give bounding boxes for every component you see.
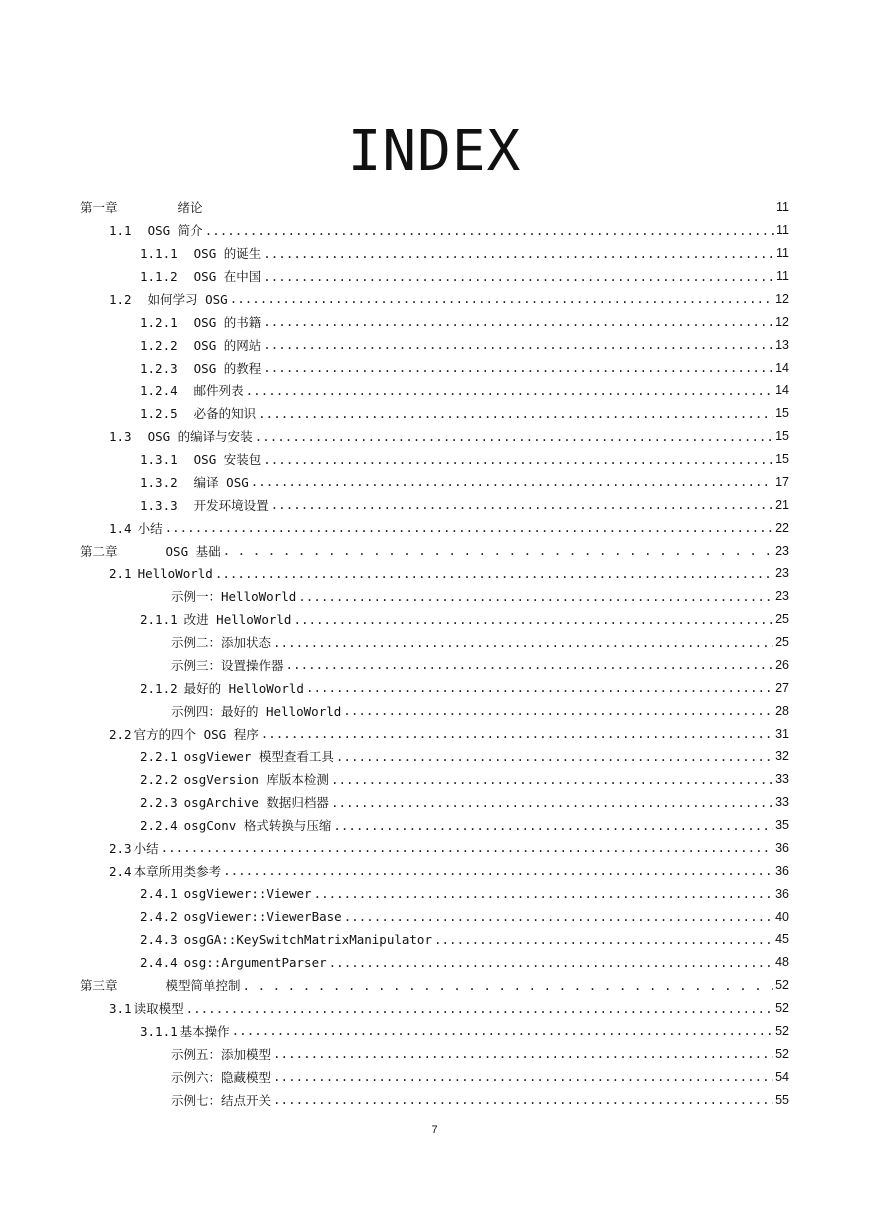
- toc-leader-dots: [165, 520, 774, 535]
- toc-leader-dots: [329, 955, 773, 970]
- toc-entry-label: OSG 安装包: [193, 452, 262, 468]
- toc-entry-label: 编译 OSG: [193, 474, 249, 490]
- toc-entry-label: 最好的 HelloWorld: [183, 680, 304, 696]
- toc-entry-label: 示例一：HelloWorld: [171, 589, 297, 605]
- toc-entry-page: 25: [775, 635, 789, 650]
- toc-leader-dots: [306, 680, 773, 695]
- toc-entry-page: 14: [775, 360, 789, 375]
- toc-entry-label: 开发环境设置: [193, 497, 269, 513]
- toc-entry[interactable]: [80, 379, 789, 402]
- toc-entry-page: 11: [776, 223, 789, 238]
- toc-entry-number: 2.1.1: [140, 612, 178, 628]
- toc-entry-title: [140, 886, 312, 901]
- toc-entry-title: [109, 862, 221, 880]
- toc-entry-page: 15: [775, 406, 789, 421]
- toc-leader-dots: [246, 383, 773, 398]
- toc-entry-number: 1.3.3: [140, 497, 178, 513]
- toc-entry[interactable]: [80, 791, 789, 814]
- toc-entry-label: osgVersion 库版本检测: [183, 772, 329, 788]
- toc-entry-page: 11: [776, 200, 789, 215]
- toc-leader-dots: [223, 543, 773, 558]
- toc-entry-number: 1.2.1: [140, 314, 178, 330]
- toc-entry-page: 36: [775, 863, 789, 878]
- toc-leader-dots: [186, 1001, 774, 1016]
- table-of-contents: [80, 196, 789, 1111]
- toc-entry-number: 第三章: [80, 978, 118, 994]
- toc-entry-title: [140, 1022, 230, 1040]
- toc-entry-title: [140, 770, 329, 788]
- toc-entry-label: osgGA::KeySwitchMatrixManipulator: [183, 931, 432, 947]
- toc-leader-dots: [273, 635, 773, 650]
- toc-entry[interactable]: [80, 585, 789, 608]
- toc-entry[interactable]: [80, 768, 789, 791]
- toc-entry-label: HelloWorld: [137, 565, 213, 581]
- toc-entry-label: OSG 简介: [147, 223, 203, 239]
- toc-entry-page: 52: [775, 978, 789, 993]
- toc-entry-label: 绪论: [177, 200, 203, 216]
- toc-entry-page: 23: [775, 543, 789, 558]
- toc-entry-title: [109, 725, 259, 743]
- toc-entry-number: 1.4: [109, 520, 132, 536]
- toc-entry-label: 小结: [133, 840, 159, 856]
- toc-entry-page: 11: [776, 246, 789, 261]
- toc-entry[interactable]: [80, 265, 789, 288]
- toc-leader-dots: [273, 1046, 773, 1061]
- toc-entry-label: 小结: [137, 520, 163, 536]
- toc-leader-dots: [331, 772, 773, 787]
- toc-entry-label: 读取模型: [133, 1001, 184, 1017]
- toc-entry[interactable]: [80, 539, 789, 562]
- toc-leader-dots: [273, 1092, 773, 1107]
- toc-entry[interactable]: [80, 1020, 789, 1043]
- toc-entry-number: 2.2: [109, 726, 132, 742]
- toc-entry-page: 45: [775, 932, 789, 947]
- toc-entry-title: [140, 610, 291, 628]
- toc-entry-number: 2.4.1: [140, 886, 178, 902]
- toc-entry[interactable]: [80, 699, 789, 722]
- toc-entry[interactable]: [80, 356, 789, 379]
- toc-entry-number: 第二章: [80, 543, 118, 559]
- toc-entry-page: 15: [775, 452, 789, 467]
- toc-entry[interactable]: [80, 631, 789, 654]
- toc-entry-label: OSG 在中国: [193, 269, 262, 285]
- toc-entry-page: 15: [775, 429, 789, 444]
- toc-leader-dots: [258, 406, 773, 421]
- toc-entry-title: [80, 976, 241, 994]
- toc-entry-title: [140, 679, 304, 697]
- toc-entry-page: 31: [775, 726, 789, 741]
- toc-entry-title: [140, 955, 327, 970]
- toc-entry[interactable]: [80, 997, 789, 1020]
- toc-entry-title: [140, 359, 261, 377]
- toc-entry-label: 官方的四个 OSG 程序: [133, 726, 259, 742]
- toc-entry[interactable]: [80, 905, 789, 928]
- toc-entry-number: 2.4.2: [140, 909, 178, 925]
- toc-entry-label: 必备的知识: [193, 406, 257, 422]
- toc-entry[interactable]: [80, 951, 789, 974]
- toc-entry-title: [140, 336, 261, 354]
- toc-entry-label: 示例三：设置操作器: [171, 657, 284, 673]
- toc-entry-label: 基本操作: [179, 1023, 230, 1039]
- toc-entry-page: 33: [775, 772, 789, 787]
- toc-entry-title: [109, 221, 203, 239]
- index-title: INDEX: [347, 119, 522, 184]
- toc-entry-number: 1.1.2: [140, 269, 178, 285]
- toc-entry-page: 55: [775, 1092, 789, 1107]
- toc-entry-page: 23: [775, 589, 789, 604]
- toc-entry-title: [171, 587, 296, 605]
- toc-leader-dots: [251, 474, 773, 489]
- toc-entry[interactable]: [80, 562, 789, 585]
- toc-entry-label: osg::ArgumentParser: [183, 954, 327, 970]
- toc-entry-number: 2.4.3: [140, 931, 178, 947]
- toc-entry-page: 11: [776, 269, 789, 284]
- toc-entry-page: 52: [775, 1046, 789, 1061]
- toc-entry[interactable]: [80, 676, 789, 699]
- toc-entry-number: 2.2.2: [140, 772, 178, 788]
- toc-entry-label: 示例七：结点开关: [171, 1092, 272, 1108]
- toc-entry-label: 示例四：最好的 HelloWorld: [171, 703, 342, 719]
- toc-leader-dots: [161, 840, 774, 855]
- toc-entry-label: osgArchive 数据归档器: [183, 795, 329, 811]
- toc-entry[interactable]: [80, 310, 789, 333]
- toc-entry-number: 2.1: [109, 565, 132, 581]
- toc-entry-title: [140, 267, 261, 285]
- toc-entry-label: 示例二：添加状态: [171, 635, 272, 651]
- toc-leader-dots: [263, 360, 773, 375]
- toc-entry-number: 1.3: [109, 429, 132, 445]
- page-number: 7: [431, 1124, 438, 1136]
- toc-entry-page: 21: [775, 497, 789, 512]
- toc-entry-title: [140, 404, 256, 422]
- toc-leader-dots: [263, 452, 773, 467]
- toc-leader-dots: [215, 566, 773, 581]
- toc-entry-page: 14: [775, 383, 789, 398]
- toc-leader-dots: [298, 589, 773, 604]
- toc-entry[interactable]: [80, 745, 789, 768]
- toc-entry[interactable]: [80, 288, 789, 311]
- toc-leader-dots: [263, 314, 773, 329]
- toc-entry-label: 示例六：隐藏模型: [171, 1069, 272, 1085]
- toc-leader-dots: [223, 863, 773, 878]
- toc-entry[interactable]: [80, 837, 789, 860]
- toc-entry[interactable]: [80, 196, 789, 219]
- toc-entry-label: OSG 的书籍: [193, 314, 262, 330]
- toc-entry-number: 1.1.1: [140, 246, 178, 262]
- toc-entry-title: [140, 473, 249, 491]
- toc-entry-page: 27: [775, 680, 789, 695]
- toc-entry-page: 52: [775, 1001, 789, 1016]
- toc-entry-title: [171, 656, 284, 674]
- toc-entry-title: [171, 702, 341, 720]
- toc-entry-number: 1.2.5: [140, 406, 178, 422]
- toc-entry-title: [171, 1091, 271, 1109]
- toc-entry-title: [140, 793, 329, 811]
- toc-leader-dots: [344, 909, 773, 924]
- toc-entry[interactable]: [80, 219, 789, 242]
- toc-leader-dots: [271, 497, 773, 512]
- toc-entry-page: 26: [775, 657, 789, 672]
- toc-entry-page: 40: [775, 909, 789, 924]
- toc-entry[interactable]: [80, 928, 789, 951]
- toc-entry-title: [109, 427, 253, 445]
- toc-entry-number: 1.2: [109, 291, 132, 307]
- toc-entry-number: 1.1: [109, 223, 132, 239]
- toc-entry-title: [80, 542, 221, 560]
- toc-entry-number: 2.2.4: [140, 818, 178, 834]
- toc-entry-page: 36: [775, 886, 789, 901]
- toc-leader-dots: [343, 703, 773, 718]
- toc-entry-label: OSG 的教程: [193, 360, 262, 376]
- toc-entry-title: [140, 932, 432, 947]
- toc-entry-number: 1.2.4: [140, 383, 178, 399]
- toc-entry-label: osgViewer 模型查看工具: [183, 749, 334, 765]
- toc-entry[interactable]: [80, 722, 789, 745]
- toc-entry-title: [140, 909, 342, 924]
- toc-entry-page: 22: [775, 520, 789, 535]
- toc-entry-page: 17: [775, 474, 789, 489]
- toc-entry-title: [109, 839, 159, 857]
- toc-entry[interactable]: [80, 882, 789, 905]
- toc-leader-dots: [333, 818, 773, 833]
- toc-entry-title: [109, 999, 184, 1017]
- toc-entry[interactable]: [80, 333, 789, 356]
- toc-entry-label: OSG 基础: [165, 543, 221, 559]
- toc-entry-label: 改进 HelloWorld: [183, 612, 292, 628]
- toc-entry[interactable]: [80, 654, 789, 677]
- toc-entry-title: [140, 381, 244, 399]
- toc-entry-label: OSG 的诞生: [193, 246, 262, 262]
- toc-entry-label: osgConv 格式转换与压缩: [183, 818, 332, 834]
- toc-entry-label: 邮件列表: [193, 383, 244, 399]
- toc-entry[interactable]: [80, 242, 789, 265]
- toc-leader-dots: [261, 726, 773, 741]
- toc-entry-title: [171, 633, 271, 651]
- toc-entry-page: 52: [775, 1023, 789, 1038]
- toc-entry[interactable]: [80, 608, 789, 631]
- toc-entry-label: osgViewer::ViewerBase: [183, 909, 342, 925]
- toc-entry-label: 本章所用类参考: [133, 863, 222, 879]
- toc-entry-page: 33: [775, 795, 789, 810]
- toc-entry-page: 25: [775, 612, 789, 627]
- toc-entry[interactable]: [80, 493, 789, 516]
- toc-leader-dots: [243, 978, 774, 993]
- toc-entry-number: 1.2.3: [140, 360, 178, 376]
- toc-entry[interactable]: [80, 402, 789, 425]
- toc-entry-number: 2.1.2: [140, 680, 178, 696]
- toc-entry[interactable]: [80, 448, 789, 471]
- toc-entry-number: 1.3.1: [140, 452, 178, 468]
- toc-entry[interactable]: [80, 1042, 789, 1065]
- toc-entry[interactable]: [80, 471, 789, 494]
- toc-entry-label: osgViewer::Viewer: [183, 886, 312, 902]
- toc-leader-dots: [331, 795, 773, 810]
- toc-leader-dots: [232, 1023, 773, 1038]
- toc-entry-page: 12: [775, 291, 789, 306]
- toc-entry-title: [171, 1068, 271, 1086]
- toc-entry[interactable]: [80, 859, 789, 882]
- toc-entry[interactable]: [80, 425, 789, 448]
- toc-entry-title: [80, 198, 203, 216]
- toc-entry-label: 示例五：添加模型: [171, 1046, 272, 1062]
- toc-leader-dots: [263, 337, 773, 352]
- toc-entry[interactable]: [80, 974, 789, 997]
- toc-entry[interactable]: [80, 516, 789, 539]
- toc-entry-number: 3.1: [109, 1001, 132, 1017]
- toc-leader-dots: [434, 932, 773, 947]
- toc-entry-number: 2.4: [109, 863, 132, 879]
- toc-leader-dots: [273, 1069, 773, 1084]
- toc-entry-page: 48: [775, 955, 789, 970]
- toc-leader-dots: [286, 657, 774, 672]
- toc-entry-title: [109, 566, 213, 581]
- toc-entry-number: 3.1.1: [140, 1023, 178, 1039]
- toc-entry[interactable]: [80, 814, 789, 837]
- toc-leader-dots: [263, 246, 774, 261]
- toc-entry-number: 2.4.4: [140, 954, 178, 970]
- toc-entry-number: 2.2.1: [140, 749, 178, 765]
- toc-entry-page: 13: [775, 337, 789, 352]
- toc-entry-title: [140, 747, 334, 765]
- toc-entry-page: 35: [775, 818, 789, 833]
- toc-entry[interactable]: [80, 1065, 789, 1088]
- toc-leader-dots: [230, 291, 773, 306]
- toc-entry-title: [109, 519, 163, 537]
- toc-entry-number: 2.3: [109, 840, 132, 856]
- toc-entry-title: [140, 450, 261, 468]
- toc-entry-title: [140, 496, 269, 514]
- toc-entry-label: OSG 的网站: [193, 337, 262, 353]
- toc-entry-page: 54: [775, 1069, 789, 1084]
- toc-entry-number: 第一章: [80, 200, 118, 216]
- toc-entry-number: 1.3.2: [140, 474, 178, 490]
- toc-entry-label: OSG 的编译与安装: [147, 429, 253, 445]
- toc-entry-title: [140, 816, 331, 834]
- toc-leader-dots: [336, 749, 773, 764]
- toc-entry-number: 1.2.2: [140, 337, 178, 353]
- toc-leader-dots: [263, 269, 774, 284]
- toc-entry-page: 12: [775, 314, 789, 329]
- toc-entry-title: [171, 1045, 271, 1063]
- toc-leader-dots: [205, 223, 774, 238]
- toc-leader-dots: [293, 612, 773, 627]
- toc-leader-dots: [255, 429, 773, 444]
- toc-entry-title: [109, 290, 228, 308]
- toc-entry-label: 模型简单控制: [165, 978, 241, 994]
- toc-leader-dots: [314, 886, 774, 901]
- toc-entry[interactable]: [80, 1088, 789, 1111]
- toc-entry-page: 32: [775, 749, 789, 764]
- toc-entry-title: [140, 313, 261, 331]
- toc-entry-page: 28: [775, 703, 789, 718]
- toc-entry-title: [140, 244, 261, 262]
- toc-entry-page: 23: [775, 566, 789, 581]
- toc-entry-label: 如何学习 OSG: [147, 291, 228, 307]
- toc-entry-page: 36: [775, 840, 789, 855]
- toc-entry-number: 2.2.3: [140, 795, 178, 811]
